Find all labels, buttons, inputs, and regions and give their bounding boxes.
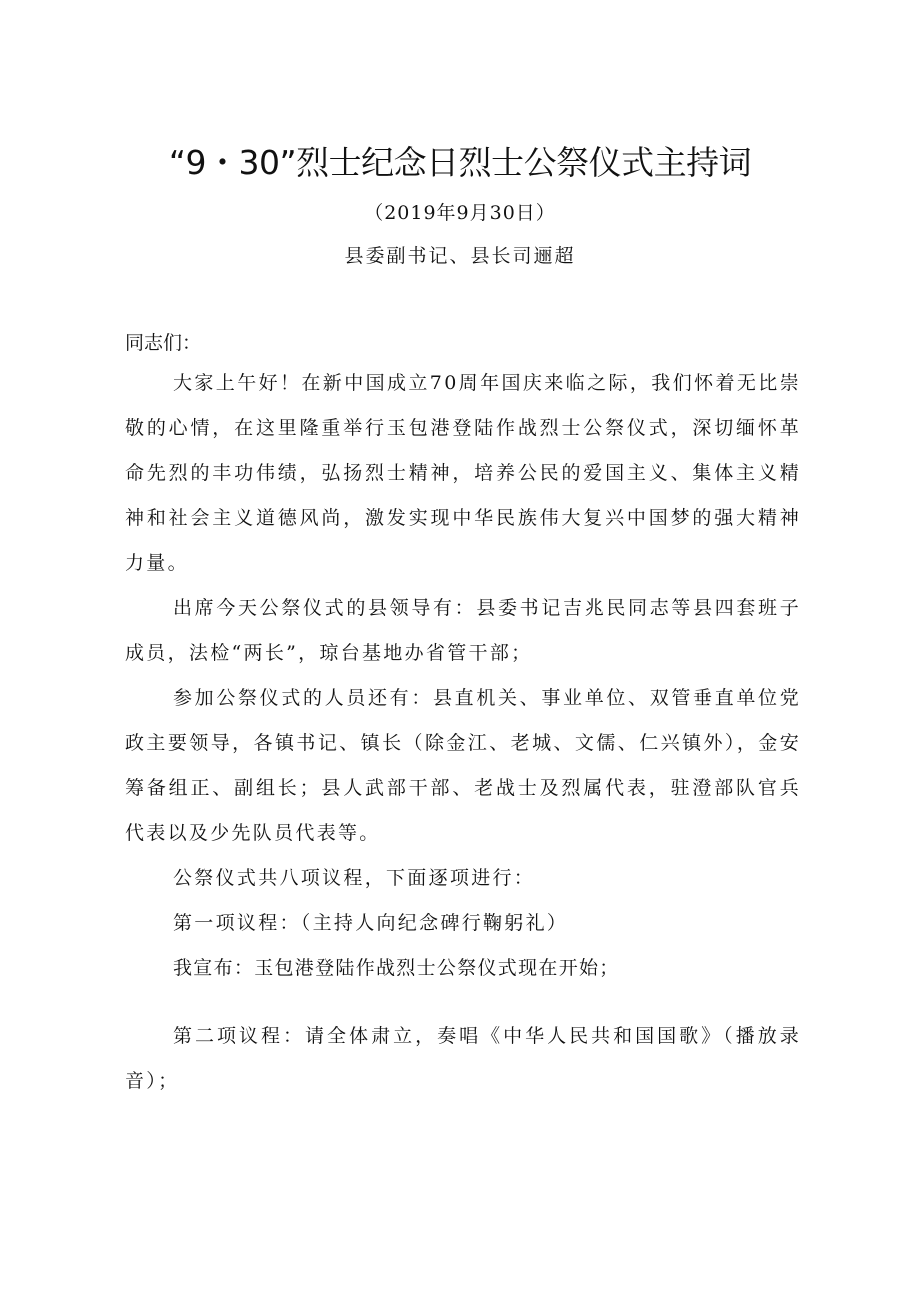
- paragraph-opening: 大家上午好！在新中国成立70周年国庆来临之际，我们怀着无比崇敬的心情，在这里隆重举行玉包港登陆作战烈士公祭仪式，深切缅怀革命先烈的丰功伟绩，弘扬烈士精神，培养公民的爱国主义、集体主义精神和社会主义道德风尚，激发实现中华民族伟大复兴中国梦的强大精神力量。: [125, 372, 801, 574]
- paragraph-attendees: 参加公祭仪式的人员还有：县直机关、事业单位、双管垂直单位党政主要领导，各镇书记、镇长（除金江、老城、文儒、仁兴镇外），金安筹备组正、副组长；县人武部干部、老战士及烈属代表，驻澄部队官兵代表以及少先队员代表等。: [125, 687, 801, 844]
- paragraph-agenda-item-1: 第一项议程：（主持人向纪念碑行鞠躬礼）: [173, 912, 569, 934]
- paragraph-declaration: 我宣布：玉包港登陆作战烈士公祭仪式现在开始；: [173, 957, 620, 979]
- paragraph-county-leaders: 出席今天公祭仪式的县领导有：县委书记吉兆民同志等县四套班子成员，法检“两长”，琼台基地办省管干部；: [125, 597, 801, 664]
- document-title: “9・30”烈士纪念日烈士公祭仪式主持词: [168, 143, 752, 182]
- document-presenter: 县委副书记、县长司逦超: [344, 245, 576, 267]
- document-date: （2019年9月30日）: [364, 202, 556, 224]
- salutation: 同志们：: [125, 332, 202, 354]
- paragraph-agenda-intro: 公祭仪式共八项议程，下面逐项进行：: [173, 867, 536, 889]
- paragraph-agenda-item-2: 第二项议程：请全体肃立，奏唱《中华人民共和国国歌》（播放录音）；: [125, 1025, 801, 1092]
- body-section-2: [125, 1014, 801, 1104]
- body-section-1: [125, 361, 801, 991]
